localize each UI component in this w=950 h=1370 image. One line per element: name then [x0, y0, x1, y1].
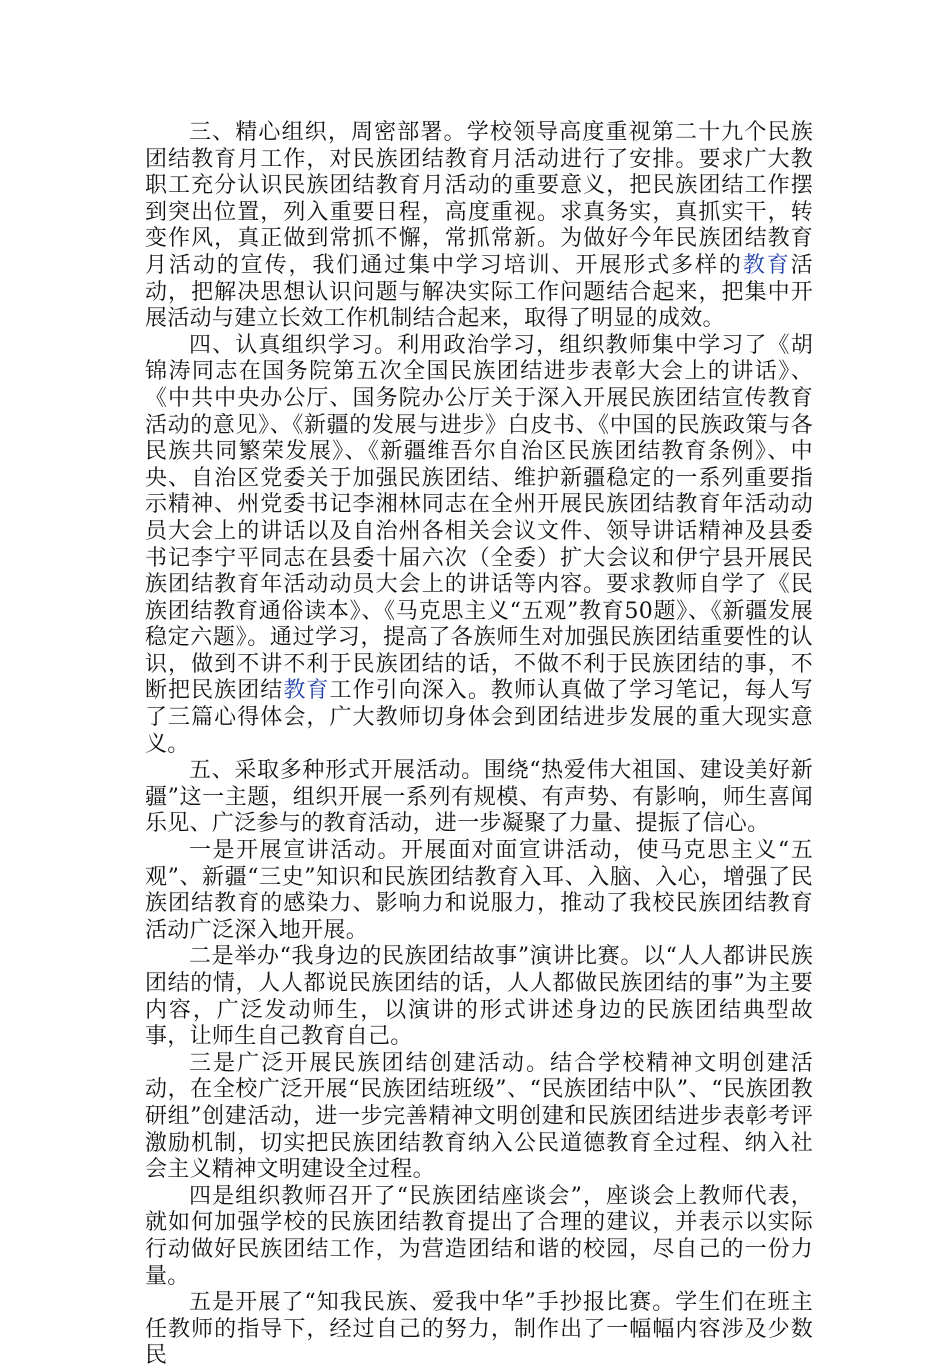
paragraph-symposium	[145, 1184, 813, 1290]
paragraph-text: 活动，把解决思想认识问题与解决实际工作问题结合起来，把集中开展活动与建立长效工作机制结合起来，取得了明显的成效。	[145, 252, 813, 332]
paragraph-text: 工作引向深入。教师认真做了学习笔记，每人写了三篇心得体会，广大教师切身体会到团结进步发展的重大现实意义。	[145, 678, 813, 757]
education-link[interactable]: 教育	[742, 252, 791, 278]
paragraph-4-study	[145, 333, 813, 759]
paragraph-5-activities	[145, 758, 813, 838]
paragraph-3-organization	[145, 120, 813, 333]
education-link[interactable]: 教育	[283, 678, 330, 704]
paragraph-speech-contest	[145, 944, 813, 1050]
paragraph-newspaper-contest	[145, 1290, 813, 1370]
paragraph-text: 三是广泛开展民族团结创建活动。结合学校精神文明创建活动，在全校广泛开展“民族团结班级”、“民族团结中队”、“民族团教研组”创建活动，进一步完善精神文明创建和民族团结进步表彰考评激励机制，切实把民族团结教育纳入公民道德教育全过程、纳入社会主义精神文明建设全过程。	[145, 1050, 813, 1183]
paragraph-text: 三、精心组织，周密部署。学校领导高度重视第二十九个民族团结教育月工作，对民族团结教育月活动进行了安排。要求广大教职工充分认识民族团结教育月活动的重要意义，把民族团结工作摆到突出位置，列入重要日程，高度重视。求真务实，真抓实干，转变作风，真正做到常抓不懈，常抓常新。为做好今年民族团结教育月活动的宣传，我们通过集中学习培训、开展形式多样的	[145, 120, 813, 278]
paragraph-text: 二是举办“我身边的民族团结故事”演讲比赛。以“人人都讲民族团结的情，人人都说民族团结的话，人人都做民族团结的事”为主要内容，广泛发动师生，以演讲的形式讲述身边的民族团结典型故事，让师生自己教育自己。	[145, 944, 813, 1050]
paragraph-text: 四是组织教师召开了“民族团结座谈会”，座谈会上教师代表，就如何加强学校的民族团结教育提出了合理的建议，并表示以实际行动做好民族团结工作，为营造团结和谐的校园，尽自己的一份力量。	[145, 1183, 813, 1289]
paragraph-lecture-activity	[145, 838, 813, 944]
document-body	[145, 120, 813, 1370]
paragraph-text: 一是开展宣讲活动。开展面对面宣讲活动，使马克思主义“五观”、新疆“三史”知识和民族团结教育入耳、入脑、入心，增强了民族团结教育的感染力、影响力和说服力，推动了我校民族团结教育活动广泛深入地开展。	[145, 838, 813, 943]
paragraph-text: 四、认真组织学习。利用政治学习，组织教师集中学习了《胡锦涛同志在国务院第五次全国民族团结进步表彰大会上的讲话》、《中共中央办公厅、国务院办公厅关于深入开展民族团结宣传教育活动的意见》、《新疆的发展与进步》白皮书、《中国的民族政策与各民族共同繁荣发展》、《新疆维吾尔自治区民族团结教育条例》、中央、自治区党委关于加强民族团结、维护新疆稳定的一系列重要指示精神、州党委书记李湘林同志在全州开展民族团结教育年活动动员大会上的讲话以及自治州各相关会议文件、领导讲话精神及县委书记李宁平同志在县委十届六次（全委）扩大会议和伊宁县开展民族团结教育年活动动员大会上的讲话等内容。要求教师自学了《民族团结教育通俗读本》、《马克思主义“五观”教育50题》、《新疆发展稳定六题》。通过学习，提高了各族师生对加强民族团结重要性的认识，做到不讲不利于民族团结的话，不做不利于民族团结的事，不断把民族团结	[145, 332, 813, 704]
paragraph-unity-creation	[145, 1051, 813, 1184]
paragraph-text: 五、采取多种形式开展活动。围绕“热爱伟大祖国、建设美好新疆”这一主题，组织开展一系列有规模、有声势、有影响，师生喜闻乐见、广泛参与的教育活动，进一步凝聚了力量、提振了信心。	[145, 758, 813, 837]
paragraph-text: 五是开展了“知我民族、爱我中华”手抄报比赛。学生们在班主任教师的指导下，经过自己的努力，制作出了一幅幅内容涉及少数民	[145, 1290, 813, 1369]
